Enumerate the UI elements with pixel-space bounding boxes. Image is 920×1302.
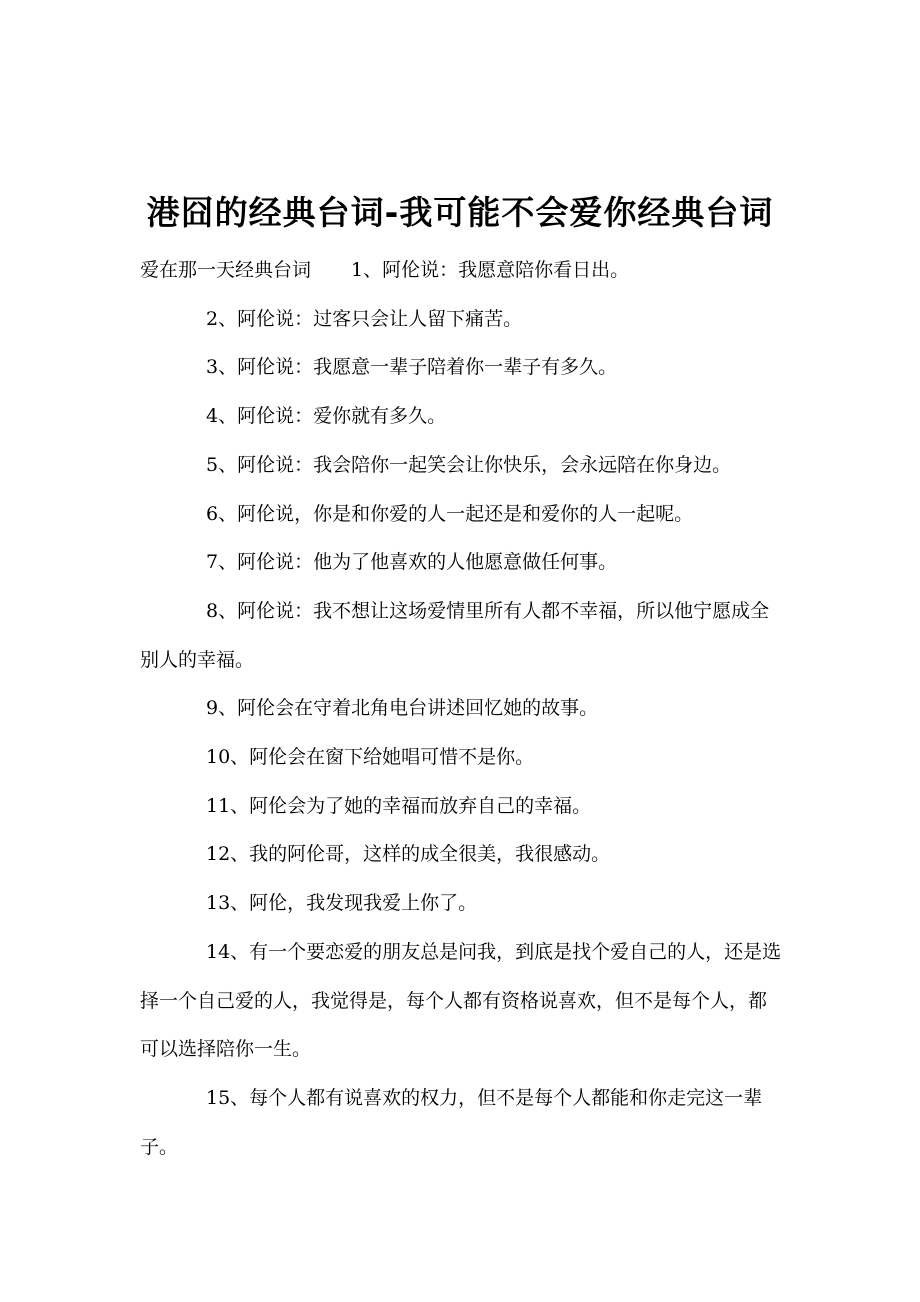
paragraph-10: 10、阿伦会在窗下给她唱可惜不是你。 bbox=[206, 746, 535, 769]
paragraph-1: 1、阿伦说：我愿意陪你看日出。 bbox=[351, 259, 630, 281]
intro-paragraph bbox=[140, 246, 785, 295]
paragraph-13: 13、阿伦，我发现我爱上你了。 bbox=[206, 892, 478, 915]
paragraph-7: 7、阿伦说：他为了他喜欢的人他愿意做任何事。 bbox=[206, 551, 618, 574]
document-body bbox=[140, 246, 785, 1171]
paragraph-6: 6、阿伦说，你是和你爱的人一起还是和爱你的人一起呢。 bbox=[206, 502, 694, 525]
paragraph-8: 8、阿伦说：我不想让这场爱情里所有人都不幸福，所以他宁愿成全别人的幸福。 bbox=[140, 599, 770, 671]
paragraph-14: 14、有一个要恋爱的朋友总是问我，到底是找个爱自己的人，还是选择一个自己爱的人，我觉得是，每个人都有资格说喜欢，但不是每个人，都可以选择陪你一生。 bbox=[140, 940, 782, 1061]
paragraph-15: 15、每个人都有说喜欢的权力，但不是每个人都能和你走完这一辈子。 bbox=[140, 1086, 763, 1158]
document-title: 港囧的经典台词-我可能不会爱你经典台词 bbox=[146, 193, 774, 233]
paragraph-5: 5、阿伦说：我会陪你一起笑会让你快乐，会永远陪在你身边。 bbox=[206, 453, 732, 476]
paragraph-2: 2、阿伦说：过客只会让人留下痛苦。 bbox=[206, 307, 523, 330]
paragraph-9: 9、阿伦会在守着北角电台讲述回忆她的故事。 bbox=[206, 697, 599, 720]
paragraph-11: 11、阿伦会为了她的幸福而放弃自己的幸福。 bbox=[206, 794, 592, 817]
intro-label: 爱在那一天经典台词 bbox=[140, 259, 312, 281]
paragraph-3: 3、阿伦说：我愿意一辈子陪着你一辈子有多久。 bbox=[206, 356, 618, 379]
paragraph-12: 12、我的阿伦哥，这样的成全很美，我很感动。 bbox=[206, 843, 611, 866]
paragraph-4: 4、阿伦说：爱你就有多久。 bbox=[206, 405, 447, 428]
